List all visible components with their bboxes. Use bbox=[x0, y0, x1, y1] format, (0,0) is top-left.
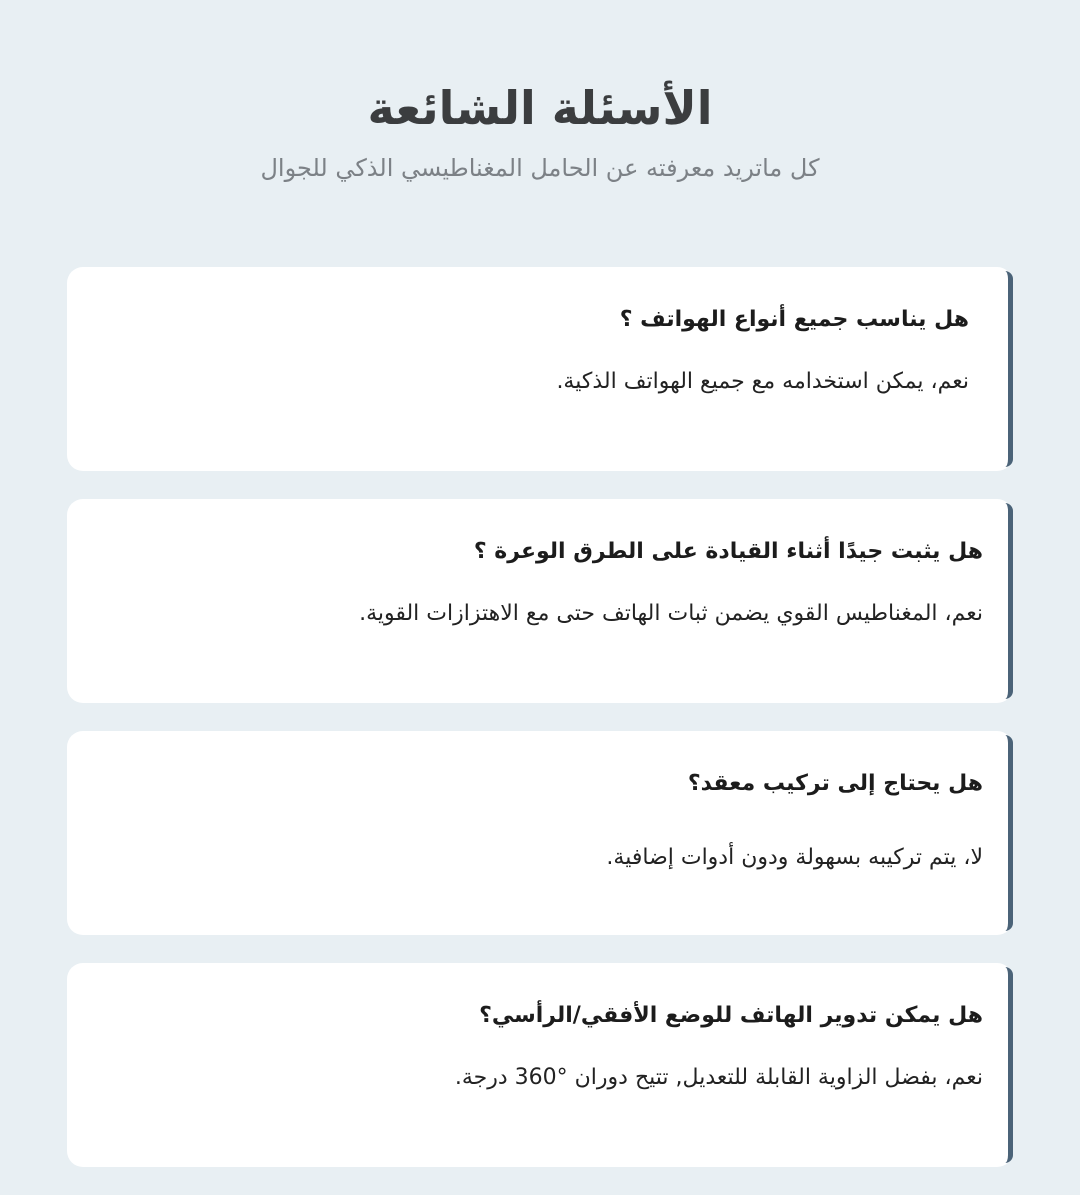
faq-list bbox=[67, 267, 1013, 1195]
page-title: الأسئلة الشائعة bbox=[367, 81, 713, 135]
faq-answer: نعم، يمكن استخدامه مع جميع الهواتف الذكية. bbox=[556, 369, 969, 394]
faq-item-4[interactable] bbox=[67, 963, 1013, 1167]
faq-item-3[interactable] bbox=[67, 731, 1013, 935]
faq-answer: نعم، المغناطيس القوي يضمن ثبات الهاتف حتى مع الاهتزازات القوية. bbox=[359, 601, 983, 626]
faq-question: هل يثبت جيدًا أثناء القيادة على الطرق الوعرة ؟ bbox=[473, 539, 983, 564]
faq-answer: لا، يتم تركيبه بسهولة ودون أدوات إضافية. bbox=[606, 845, 983, 870]
faq-accent-bar bbox=[1005, 271, 1013, 467]
faq-question: هل يناسب جميع أنواع الهواتف ؟ bbox=[619, 307, 969, 332]
faq-accent-bar bbox=[1005, 735, 1013, 931]
faq-accent-bar bbox=[1005, 503, 1013, 699]
faq-answer: نعم، بفضل الزاوية القابلة للتعديل, تتيح دوران °360 درجة. bbox=[454, 1065, 983, 1090]
page-header bbox=[0, 78, 1080, 184]
faq-question: هل يحتاج إلى تركيب معقد؟ bbox=[687, 771, 983, 796]
faq-question: هل يمكن تدوير الهاتف للوضع الأفقي/الرأسي؟ bbox=[479, 1003, 983, 1028]
page-subtitle: كل ماتريد معرفته عن الحامل المغناطيسي الذكي للجوال bbox=[260, 154, 820, 182]
faq-item-2[interactable] bbox=[67, 499, 1013, 703]
faq-item-1[interactable] bbox=[67, 267, 1013, 471]
faq-accent-bar bbox=[1005, 967, 1013, 1163]
